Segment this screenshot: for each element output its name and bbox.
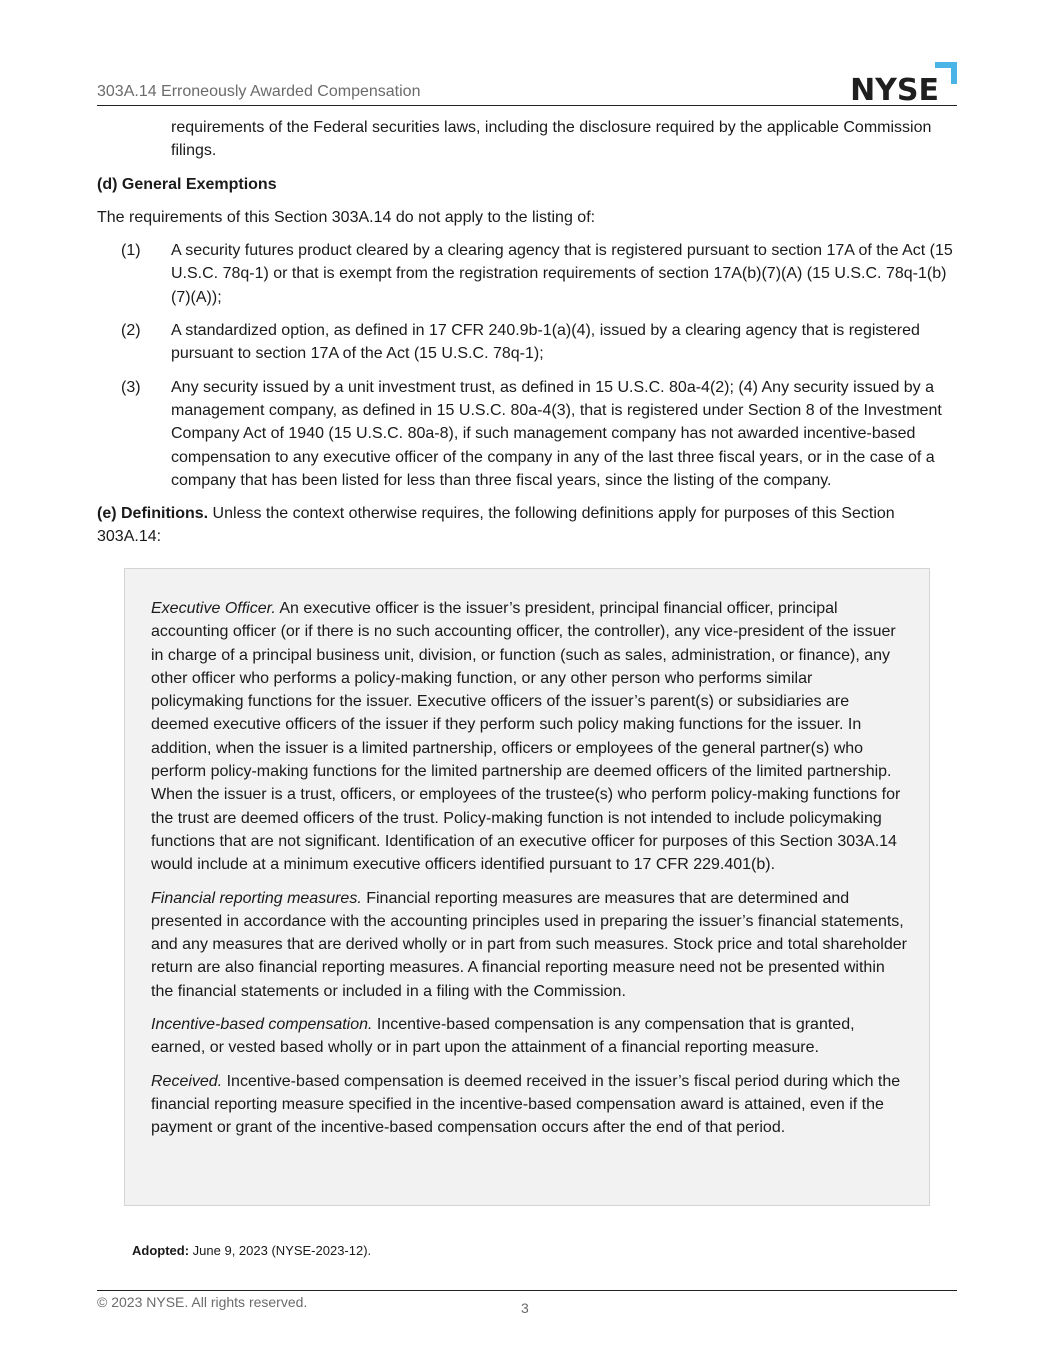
adopted-text: June 9, 2023 (NYSE-2023-12). bbox=[189, 1243, 372, 1258]
definition-item bbox=[151, 887, 907, 1003]
copyright-text: © 2023 NYSE. All rights reserved. bbox=[97, 1294, 308, 1310]
adopted-note bbox=[132, 1243, 371, 1258]
list-item-number: (1) bbox=[121, 242, 141, 260]
definition-text: An executive officer is the issuer’s president, principal financial officer, principal accounting officer (or if there is no such accounting officer, the controller), any vice-president of the issuer in charge of a principal business unit, division, or function (such as sales, administration, or finance), any other officer who performs a policy-making function, or any other person who performs similar policymaking functions for the issuer. Executive officers of the issuer’s parent(s) or subsidiaries are deemed executive officers of the issuer if they perform such policy making functions for the issuer. In addition, when the issuer is a limited partnership, officers or employees of the general partner(s) who perform policy-making functions for the limited partnership are deemed officers of the limited partnership. When the issuer is a trust, officers, or employees of the trustee(s) who perform policy-making functions for the trust are deemed officers of the trust. Policy-making function is not intended to include policymaking functions that are not significant. Identification of an executive officer for purposes of this Section 303A.14 would include at a minimum executive officers identified pursuant to 17 CFR 229.401(b). bbox=[151, 600, 901, 874]
definition-text: Financial reporting measures are measures that are determined and presented in accordance with the accounting principles used in preparing the issuer’s financial statements, and any measures that are derived wholly or in part from such measures. Stock price and total shareholder return are also financial reporting measures. A financial reporting measure need not be presented within the financial statements or included in a filing with the Commission. bbox=[151, 889, 907, 1000]
section-d-heading: (d) General Exemptions bbox=[97, 175, 277, 193]
nyse-logo bbox=[847, 60, 957, 108]
continuation-paragraph: requirements of the Federal securities laws, including the disclosure required by the applicable Commission filings. bbox=[171, 119, 932, 160]
definition-term: Financial reporting measures. bbox=[151, 889, 362, 907]
section-e-intro: Unless the context otherwise requires, the following definitions apply for purposes of this Section 303A.14: bbox=[97, 505, 895, 546]
list-item-text: A security futures product cleared by a clearing agency that is registered pursuant to section 17A of the Act (15 U.S.C. 78q-1) or that is exempt from the registration requirements of section 17A(b)(7)(A) (15 U.S.C. 78q-1(b)(7)(A)); bbox=[171, 242, 953, 306]
exemptions-list bbox=[97, 239, 959, 492]
list-item-number: (3) bbox=[121, 378, 141, 396]
logo-text: NYSE bbox=[850, 73, 939, 108]
definition-term: Received. bbox=[151, 1072, 223, 1090]
list-item bbox=[97, 319, 959, 366]
header-title: 303A.14 Erroneously Awarded Compensation bbox=[97, 83, 421, 100]
adopted-label: Adopted: bbox=[132, 1243, 190, 1258]
list-item-text: Any security issued by a unit investment trust, as defined in 15 U.S.C. 80a-4(2); (4) Any security issued by a management company, as defined in 15 U.S.C. 80a-4(3), that is registered under Section 8 of the Investment Company Act of 1940 (15 U.S.C. 80a-8), if such management company has not awarded incentive-based compensation to any executive officer of the company in any of the last three fiscal years, or in the case of a company that has been listed for less than three fiscal years, since the listing of the company. bbox=[171, 378, 942, 489]
main-content bbox=[97, 116, 959, 549]
definition-term: Executive Officer. bbox=[151, 600, 276, 617]
definitions-box bbox=[124, 568, 930, 1206]
list-item-number: (2) bbox=[121, 322, 141, 340]
page-header bbox=[97, 60, 957, 106]
definition-item bbox=[151, 1013, 907, 1060]
logo-accent-icon bbox=[935, 62, 957, 84]
definition-item bbox=[151, 597, 907, 877]
list-item-text: A standardized option, as defined in 17 CFR 240.9b-1(a)(4), issued by a clearing agency that is registered pursuant to section 17A of the Act (15 U.S.C. 78q-1); bbox=[171, 322, 920, 363]
list-item bbox=[97, 239, 959, 309]
definition-text: Incentive-based compensation is any compensation that is granted, earned, or vested based wholly or in part upon the attainment of a financial reporting measure. bbox=[151, 1016, 855, 1057]
list-item bbox=[97, 376, 959, 492]
definition-term: Incentive-based compensation. bbox=[151, 1016, 373, 1034]
definition-text: Incentive-based compensation is deemed received in the issuer’s fiscal period during which the financial reporting measure specified in the incentive-based compensation award is attained, even if the payment or grant of the incentive-based compensation occurs after the end of that period. bbox=[151, 1072, 901, 1137]
section-e-heading: (e) Definitions. bbox=[97, 505, 209, 523]
section-e-paragraph bbox=[97, 502, 959, 549]
page-number: 3 bbox=[521, 1300, 529, 1316]
section-d-intro: The requirements of this Section 303A.14 do not apply to the listing of: bbox=[97, 208, 596, 226]
page-footer bbox=[97, 1290, 957, 1316]
definition-item bbox=[151, 1070, 907, 1140]
